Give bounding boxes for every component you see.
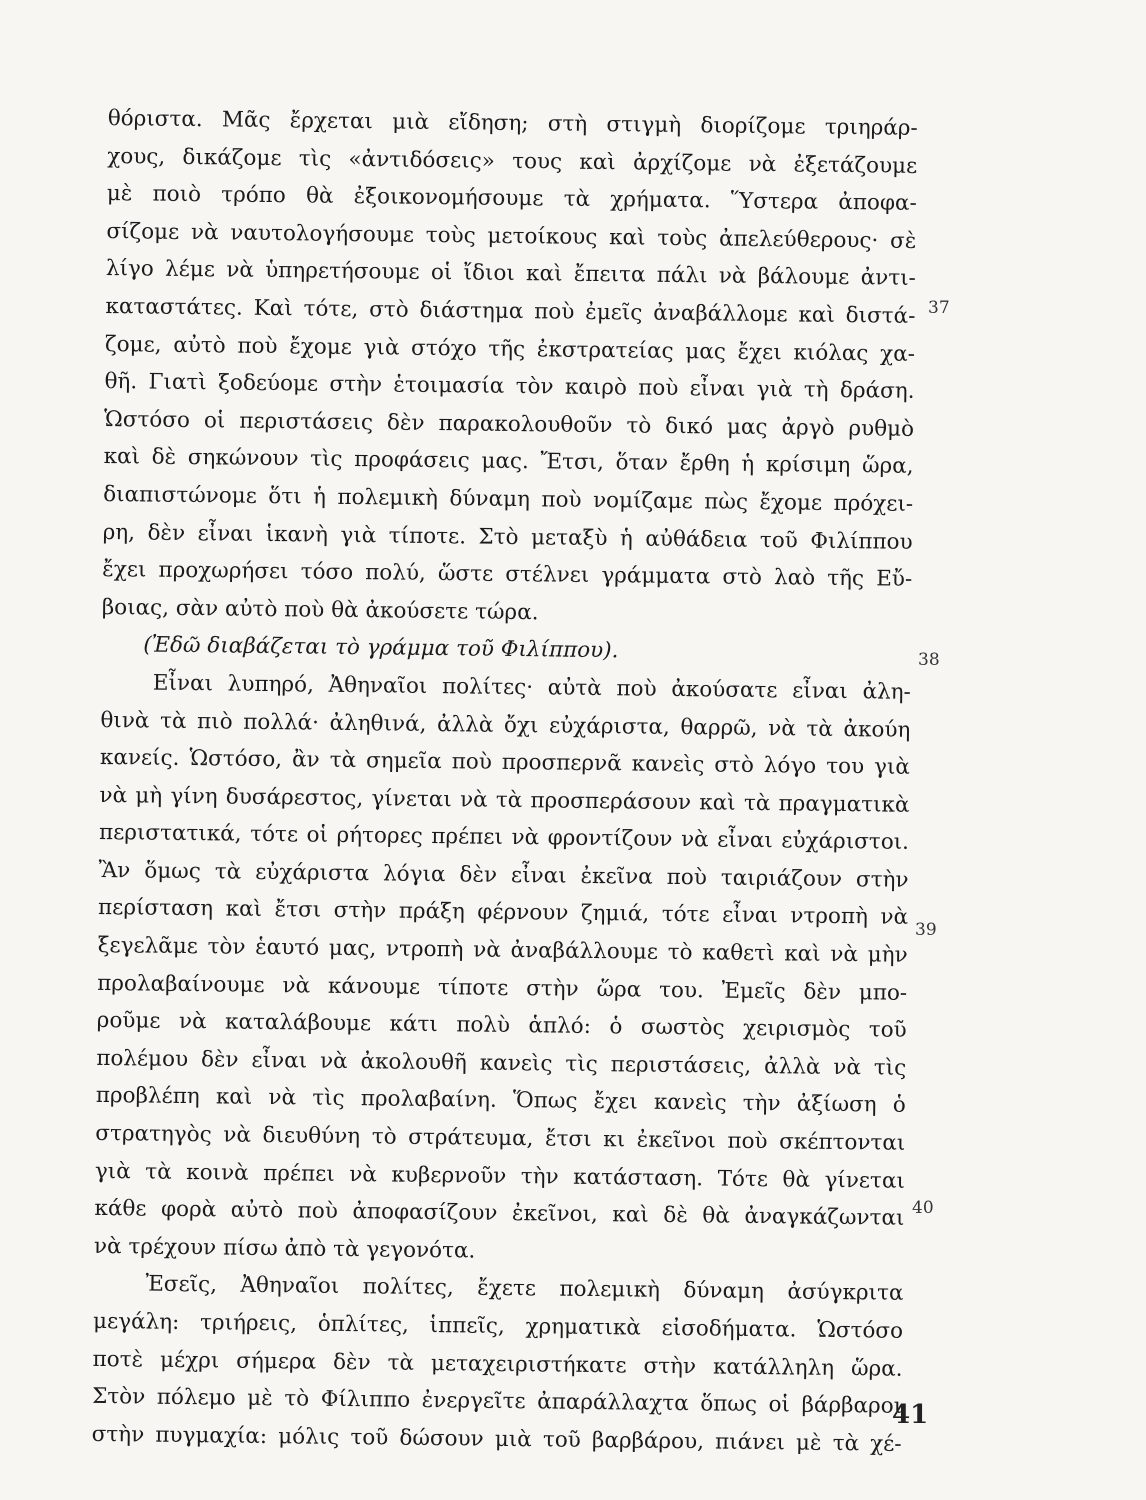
text-line: Εἶναι λυπηρό, Ἀθηναῖοι πολίτες· αὐτὰ ποὺ ἀκούσατε εἶναι ἀλη- bbox=[152, 670, 911, 705]
body-text bbox=[91, 100, 917, 1463]
text-line: πολέμου δὲν εἶναι νὰ ἀκολουθῆ κανεὶς τὶς περιστάσεις, ἀλλὰ νὰ τὶς bbox=[96, 1045, 907, 1081]
text-line: θόριστα. Μᾶς ἔρχεται μιὰ εἴδηση; στὴ στιγμὴ διορίζομε τριηράρ- bbox=[107, 105, 918, 141]
text-line: βοιας, σὰν αὐτὸ ποὺ θὰ ἀκούσετε τώρα. bbox=[101, 594, 539, 626]
text-line: λίγο λέμε νὰ ὑπηρετήσουμε οἱ ἴδιοι καὶ ἔπειτα πάλι νὰ βάλουμε ἀντι- bbox=[105, 256, 917, 292]
text-line: περίσταση καὶ ἔτσι στὴν πράξη φέρνουν ζημιά, τότε εἶναι ντροπὴ νὰ bbox=[97, 895, 909, 931]
marginal-section-number: 40 bbox=[912, 1198, 934, 1218]
text-line: σίζομε νὰ ναυτολογήσουμε τοὺς μετοίκους καὶ τοὺς ἀπελεύθερους· σὲ bbox=[106, 218, 917, 254]
text-line: στρατηγὸς νὰ διευθύνη τὸ στράτευμα, ἔτσι κι ἐκεῖνοι ποὺ σκέπτονται bbox=[95, 1120, 906, 1156]
text-line: καὶ δὲ σηκώνουν τὶς προφάσεις μας. Ἔτσι, ὅταν ἔρθη ἡ κρίσιμη ὥρα, bbox=[103, 444, 914, 480]
text-line: κανείς. Ὡστόσο, ἂν τὰ σημεῖα ποὺ προσπερνᾶ κανεὶς στὸ λόγο του γιὰ bbox=[99, 745, 911, 780]
text-line: μεγάλη: τριήρεις, ὁπλίτες, ἱππεῖς, χρηματικὰ εἰσοδήματα. Ὡστόσο bbox=[92, 1308, 904, 1344]
text-line: διαπιστώνομε ὅτι ἡ πολεμικὴ δύναμη ποὺ νομίζαμε πὼς ἔχομε πρόχει- bbox=[103, 481, 914, 517]
text-line: νὰ μὴ γίνη δυσάρεστος, γίνεται νὰ τὰ προσπεράσουν καὶ τὰ πραγματικὰ bbox=[99, 782, 910, 818]
text-line: κάθε φορὰ αὐτὸ ποὺ ἀποφασίζουν ἐκεῖνοι, καὶ δὲ θὰ ἀναγκάζωνται bbox=[94, 1196, 905, 1232]
text-line: ρη, δὲν εἶναι ἱκανὴ γιὰ τίποτε. Στὸ μεταξὺ ἡ αὐθάδεια τοῦ Φιλίππου bbox=[102, 519, 913, 555]
text-line: μὲ ποιὸ τρόπο θὰ ἐξοικονομήσουμε τὰ χρήματα. Ὕστερα ἀποφα- bbox=[106, 181, 917, 217]
text-line: Ἐσεῖς, Ἀθηναῖοι πολίτες, ἔχετε πολεμικὴ δύναμη ἀσύγκριτα bbox=[145, 1271, 904, 1307]
marginal-section-number: 39 bbox=[915, 920, 937, 940]
text-line: ξεγελᾶμε τὸν ἑαυτό μας, ντροπὴ νὰ ἀναβάλλουμε τὸ καθετὶ καὶ νὰ μὴν bbox=[97, 933, 908, 968]
text-line: ἔχει προχωρήσει τόσο πολύ, ὥστε στέλνει γράμματα στὸ λαὸ τῆς Εὔ- bbox=[102, 557, 913, 592]
text-line: Ὡστόσο οἱ περιστάσεις δὲν παρακολουθοῦν τὸ δικό μας ἀργὸ ρυθμὸ bbox=[103, 406, 915, 442]
text-line: γιὰ τὰ κοινὰ πρέπει νὰ κυβερνοῦν τὴν κατάσταση. Τότε θὰ γίνεται bbox=[94, 1158, 906, 1194]
text-line: περιστατικά, τότε οἱ ρήτορες πρέπει νὰ φροντίζουν νὰ εἶναι εὐχάριστοι. bbox=[98, 820, 910, 856]
text-line: ζομε, αὐτὸ ποὺ ἔχομε γιὰ στόχο τῆς ἐκστρατείας μας ἔχει κιόλας χα- bbox=[104, 331, 916, 367]
text-line: ποτὲ μέχρι σήμερα δὲν τὰ μεταχειριστήκατε στὴν κατάλληλη ὥρα. bbox=[92, 1346, 903, 1382]
text-line: στὴν πυγμαχία: μόλις τοῦ δώσουν μιὰ τοῦ βαρβάρου, πιάνει μὲ τὰ χέ- bbox=[91, 1421, 902, 1457]
text-line: νὰ τρέχουν πίσω ἀπὸ τὰ γεγονότα. bbox=[93, 1233, 476, 1264]
page-number: 41 bbox=[892, 1400, 929, 1430]
text-line: θῆ. Γιατὶ ξοδεύομε στὴν ἑτοιμασία τὸν καιρὸ ποὺ εἶναι γιὰ τὴ δράση. bbox=[104, 369, 915, 405]
text-line: προλαβαίνουμε νὰ κάνουμε τίποτε στὴν ὥρα του. Ἐμεῖς δὲν μπο- bbox=[97, 970, 908, 1006]
marginal-section-number: 38 bbox=[918, 650, 940, 670]
stage-direction: (Ἐδῶ διαβάζεται τὸ γράμμα τοῦ Φιλίππου). bbox=[143, 632, 619, 664]
text-line: Στὸν πόλεμο μὲ τὸ Φίλιππο ἐνεργεῖτε ἀπαράλλαχτα ὅπως οἱ βάρβαροι bbox=[92, 1384, 903, 1419]
text-line: καταστάτες. Καὶ τότε, στὸ διάστημα ποὺ ἐμεῖς ἀναβάλλομε καὶ διστά- bbox=[105, 293, 916, 329]
text-line: χους, δικάζομε τὶς «ἀντιδόσεις» τους καὶ ἀρχίζομε νὰ ἐξετάζουμε bbox=[107, 143, 918, 179]
text-line: θινὰ τὰ πιὸ πολλά· ἀληθινά, ἀλλὰ ὄχι εὐχάριστα, θαρρῶ, νὰ τὰ ἀκούη bbox=[100, 707, 911, 743]
text-line: ροῦμε νὰ καταλάβουμε κάτι πολὺ ἁπλό: ὁ σωστὸς χειρισμὸς τοῦ bbox=[96, 1008, 907, 1044]
text-line: Ἂν ὅμως τὰ εὐχάριστα λόγια δὲν εἶναι ἐκεῖνα ποὺ ταιριάζουν στὴν bbox=[98, 857, 909, 893]
marginal-section-number: 37 bbox=[928, 298, 950, 318]
text-line: προβλέπη καὶ νὰ τὶς προλαβαίνη. Ὅπως ἔχει κανεὶς τὴν ἀξίωση ὁ bbox=[95, 1083, 906, 1119]
